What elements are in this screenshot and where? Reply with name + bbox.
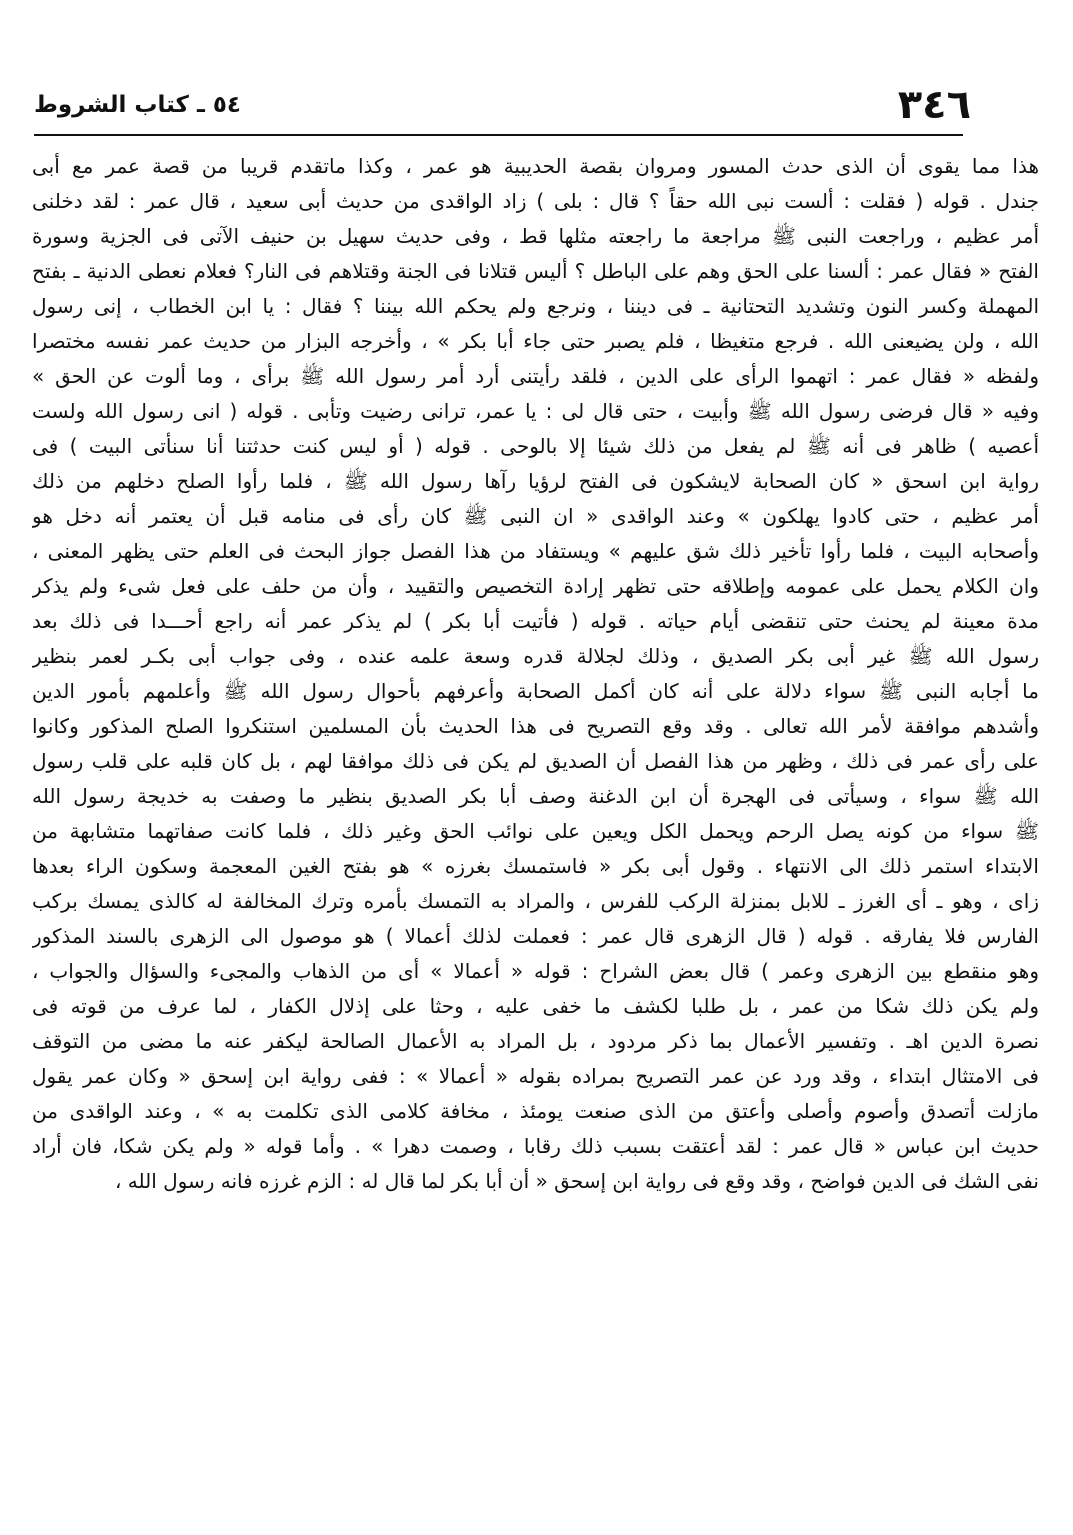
text-line: أعصيه ) ظاهر فى أنه ﷺ لم يفعل من ذلك شيئا إلا بالوحى . قوله ( أو ليس كنت حدثتنا أنا سنأتى البيت ) فى xyxy=(32,434,1039,458)
text-line: الله ، ولن يضيعنى الله . فرجع متغيظا ، فلم يصبر حتى جاء أبا بكر » ، وأخرجه البزار من حديث عمر نفسه مختصرا xyxy=(32,329,1039,353)
page-header xyxy=(34,82,971,138)
text-line: الفارس فلا يفارقه . قوله ( قال الزهرى قال عمر : فعملت لذلك أعمالا ) هو موصول الى الزهرى بالسند المذكور xyxy=(32,924,1039,948)
text-line: هذا مما يقوى أن الذى حدث المسور ومروان بقصة الحديبية هو عمر ، وكذا ماتقدم قريبا من قصة عمر مع أبى xyxy=(32,154,1039,178)
text-line: زاى ، وهو ـ أى الغرز ـ للابل بمنزلة الركب للفرس ، والمراد به التمسك بأمره وترك المخالفة له كالذى يمسك بركب xyxy=(32,889,1039,913)
page-number: ٣٤٦ xyxy=(897,82,971,128)
text-line: على رأى عمر فى ذلك ، وظهر من هذا الفصل أن الصديق لم يكن فى ذلك موافقا لهم ، بل كان قلبه على قلب رسول xyxy=(32,749,1039,773)
text-line: الابتداء استمر ذلك الى الانتهاء . وقول أبى بكر « فاستمسك بغرزه » هو بفتح الغين المعجمة وسكون الراء بعدها xyxy=(32,854,1039,878)
text-line: أمر عظيم ، حتى كادوا يهلكون » وعند الواقدى « ان النبى ﷺ كان رأى فى منامه قبل أن يعتمر أنه دخل هو xyxy=(32,504,1039,528)
text-line: حديث ابن عباس « قال عمر : لقد أعتقت بسبب ذلك رقابا ، وصمت دهرا » . وأما قوله « ولم يكن شكا، فان أراد xyxy=(32,1134,1039,1158)
text-line: مازلت أتصدق وأصوم وأصلى وأعتق من الذى صنعت يومئذ ، مخافة كلامى الذى تكلمت به » ، وعند الواقدى من xyxy=(32,1099,1039,1123)
body-text xyxy=(32,149,1039,1199)
text-line: جندل . قوله ( فقلت : ألست نبى الله حقاً ؟ قال : بلى ) زاد الواقدى من حديث أبى سعيد ، قال عمر : لقد دخلنى xyxy=(32,189,1039,213)
text-line: ﷺ سواء من كونه يصل الرحم ويحمل الكل ويعين على نوائب الحق وغير ذلك ، فلما كانت صفاتهما متشابهة من xyxy=(32,819,1039,843)
text-line: رسول الله ﷺ غير أبى بكر الصديق ، وذلك لجلالة قدره وسعة علمه عنده ، وفى جواب أبى بكـر لعمر بنظير xyxy=(32,644,1039,668)
text-line: وان الكلام يحمل على عمومه وإطلاقه حتى تظهر إرادة التخصيص والتقييد ، وأن من حلف على فعل شىء ولم يذكر xyxy=(32,574,1039,598)
text-line: رواية ابن اسحق « كان الصحابة لايشكون فى الفتح لرؤيا رآها رسول الله ﷺ ، فلما رأوا الصلح دخلهم من ذلك xyxy=(32,469,1039,493)
text-line: ما أجابه النبى ﷺ سواء دلالة على أنه كان أكمل الصحابة وأعرفهم بأحوال رسول الله ﷺ وأعلمهم بأمور الدين xyxy=(32,679,1039,703)
text-line: فى الامتثال ابتداء ، وقد ورد عن عمر التصريح بمراده بقوله « أعمالا » : ففى رواية ابن إسحق « وكان عمر يقول xyxy=(32,1064,1039,1088)
chapter-title: ٥٤ ـ كتاب الشروط xyxy=(34,92,241,118)
text-line: وأشدهم موافقة لأمر الله تعالى . وقد وقع التصريح فى هذا الحديث بأن المسلمين استنكروا الصلح المذكور وكانوا xyxy=(32,714,1039,738)
text-line: أمر عظيم ، وراجعت النبى ﷺ مراجعة ما راجعته مثلها قط ، وفى حديث سهيل بن حنيف الآتى فى الجزية وسورة xyxy=(32,224,1039,248)
text-line: الله ﷺ سواء ، وسيأتى فى الهجرة أن ابن الدغنة وصف أبا بكر الصديق بنظير ما وصفت به خديجة رسول الله xyxy=(32,784,1039,808)
text-line: المهملة وكسر النون وتشديد التحتانية ـ فى ديننا ، ونرجع ولم يحكم الله بيننا ؟ فقال : يا ابن الخطاب ، إنى رسول xyxy=(32,294,1039,318)
text-line: ولفظه « فقال عمر : اتهموا الرأى على الدين ، فلقد رأيتنى أرد أمر رسول الله ﷺ برأى ، وما ألوت عن الحق » xyxy=(32,364,1039,388)
text-line: وهو منقطع بين الزهرى وعمر ) قال بعض الشراح : قوله « أعمالا » أى من الذهاب والمجىء والسؤال والجواب ، xyxy=(32,959,1039,983)
text-line: نفى الشك فى الدين فواضح ، وقد وقع فى رواية ابن إسحق « أن أبا بكر لما قال له : الزم غرزه فانه رسول الله ، xyxy=(114,1169,1039,1193)
text-line: وأصحابه البيت ، فلما رأوا تأخير ذلك شق عليهم » ويستفاد من هذا الفصل جواز البحث فى العلم حتى يظهر المعنى ، xyxy=(32,539,1039,563)
text-line: نصرة الدين اهـ . وتفسير الأعمال بما ذكر مردود ، بل المراد به الأعمال الصالحة ليكفر عنه ما مضى من التوقف xyxy=(32,1029,1039,1053)
text-line: ولم يكن ذلك شكا من عمر ، بل طلبا لكشف ما خفى عليه ، وحثا على إذلال الكفار ، لما عرف من قوته فى xyxy=(32,994,1039,1018)
header-divider xyxy=(34,134,963,136)
text-line: وفيه « قال فرضى رسول الله ﷺ وأبيت ، حتى قال لى : يا عمر، ترانى رضيت وتأبى . قوله ( انى رسول الله ولست xyxy=(32,399,1039,423)
text-line: مدة معينة لم يحنث حتى تنقضى أيام حياته . قوله ( فأتيت أبا بكر ) لم يذكر عمر أنه راجع أحـــدا فى ذلك بعد xyxy=(32,609,1039,633)
text-line: الفتح « فقال عمر : ألسنا على الحق وهم على الباطل ؟ أليس قتلانا فى الجنة وقتلاهم فى النار؟ فعلام نعطى الدنية ـ بفتح xyxy=(32,259,1039,283)
